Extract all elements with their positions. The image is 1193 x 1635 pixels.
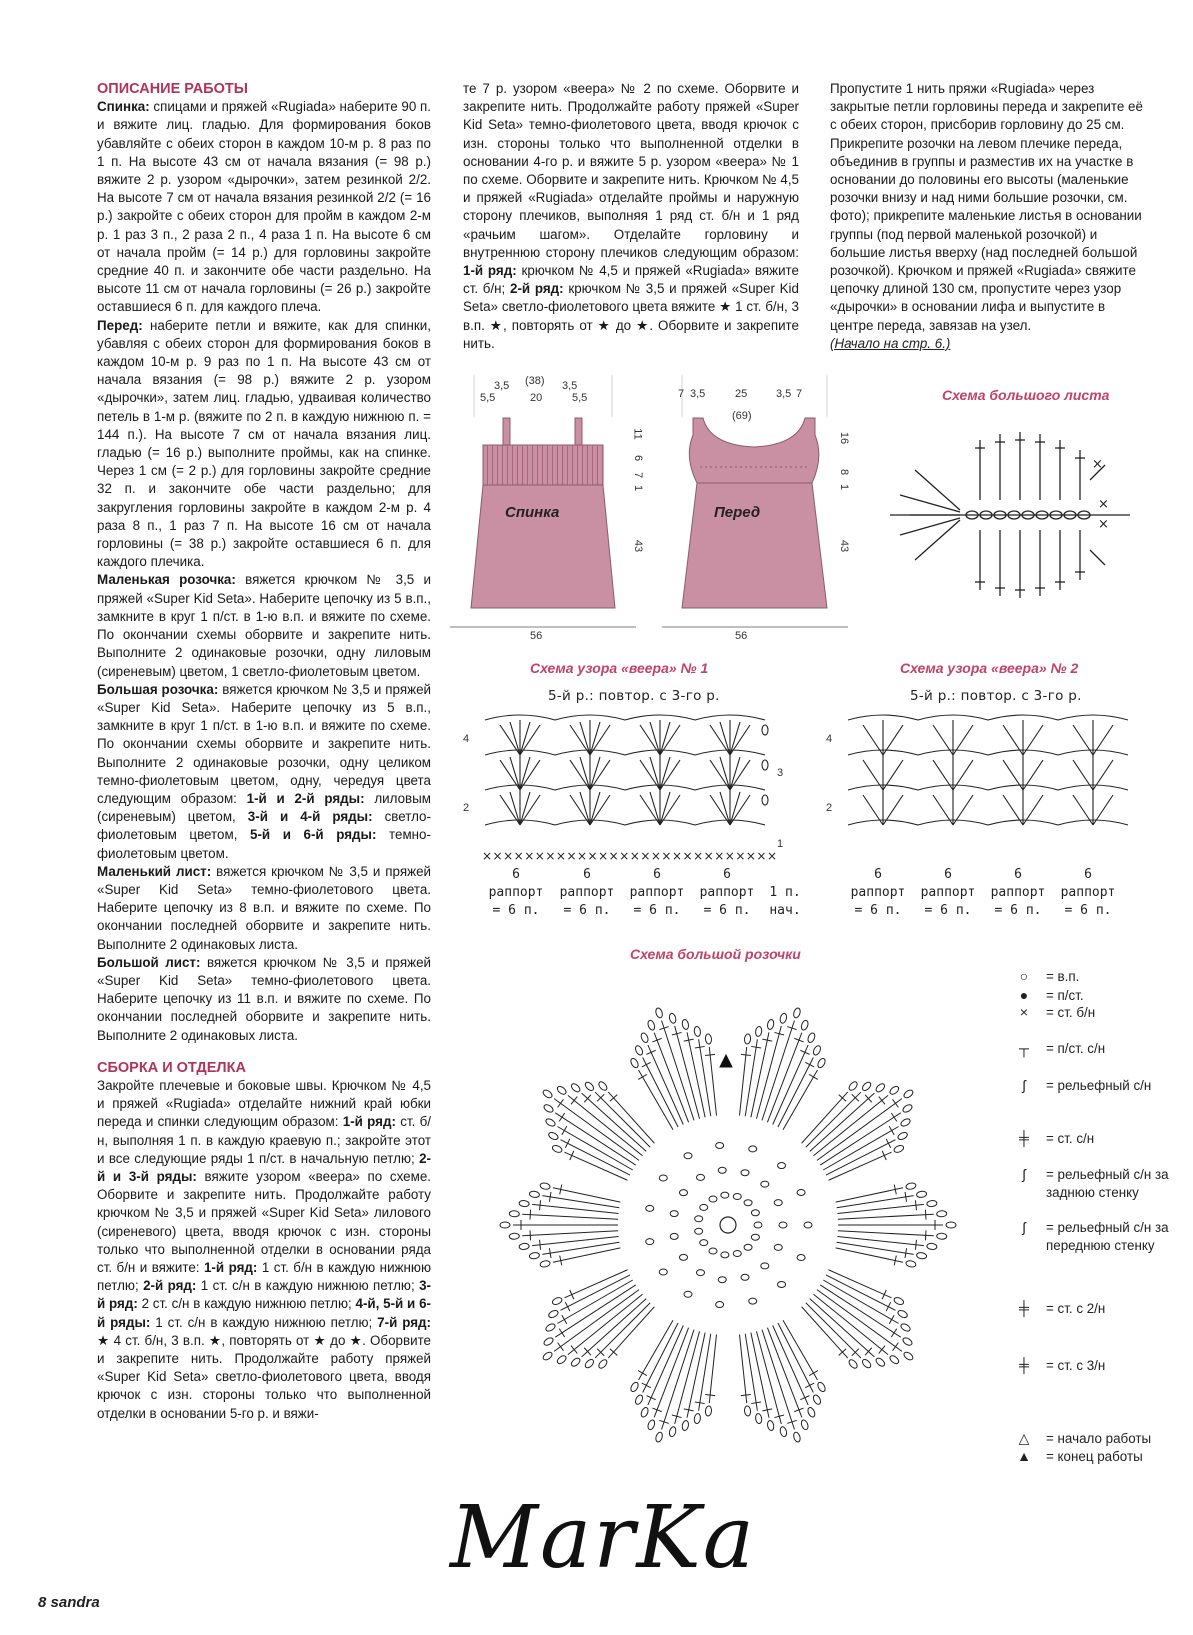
fan2-rapport-4: 6 раппорт = 6 п.: [1060, 867, 1116, 918]
front-dim-top-4: 3,5: [776, 388, 792, 400]
note-continued: (Начало на стр. 6.): [830, 335, 951, 351]
garment-back-label: Спинка: [505, 504, 560, 521]
legend-label-8: = ст. с 2/н: [1046, 1301, 1106, 1316]
front-dim-side-1: 16: [838, 431, 851, 445]
front-dim-side-2: 8: [838, 468, 851, 476]
legend-symbol-3: ┬: [1019, 1040, 1029, 1056]
legend-symbol-2: ×: [1019, 1004, 1029, 1020]
front-dim-side-3: 1: [838, 483, 851, 491]
fan2-title: Схема узора «веера» № 2: [900, 660, 1079, 676]
svg-text:×: ×: [1098, 497, 1109, 512]
legend-symbol-7: ʃ: [1022, 1219, 1026, 1235]
fan1-caption: 5-й р.: повтор. с 3-го р.: [548, 688, 720, 704]
column-3: [830, 80, 1160, 360]
para-back: Спинка: спицами и пряжей «Rugiada» наберите 90 п. и вяжите лиц. гладью. Для формирования боков убавляйте с обеих сторон в каждом 10-м р. 8 раз по 1 п. На высоте 43 см от начала вязания (= 98 р.) вяжите 2 р. узором «дырочки», затем резинкой 2/2. На высоте 7 см от начала вязания резинкой 2/2 (= 16 р.) закройте с обеих сторон для пройм в каждом 2-м р. 1 раз 3 п., 2 раза 2 п., 4 раза 1 п. На высоте 6 см от начала пройм (= 14 р.) для горловины закройте средние 40 п. и закончите обе части раздельно. На высоте 11 см от начала горловины (= 26 р.) закройте оставшиеся 6 п. для каждого плеча.: [97, 99, 431, 315]
fan1-rapport-4: 6 раппорт = 6 п.: [699, 867, 755, 918]
fan1-title: Схема узора «веера» № 1: [530, 660, 709, 676]
legend-label-0: = в.п.: [1046, 969, 1080, 984]
back-dim-side-2: 6: [632, 454, 645, 462]
front-dim-top-5: 7: [796, 388, 803, 400]
legend-symbol-6: ʃ: [1022, 1166, 1026, 1182]
para-small-leaf: Маленький лист: вяжется крючком № 3,5 и пряжей «Super Kid Seta» темно-фиолетового цвета. Наберите цепочку из 8 в.п. и вяжите по схеме. По окончании последней оборвите и закрепите нить. Выполните 2 одинаковых листа.: [97, 863, 431, 952]
legend-label-1: = п/ст.: [1046, 988, 1084, 1003]
para-big-rose: Большая розочка: вяжется крючком № 3,5 и пряжей «Super Kid Seta». Наберите цепочку из 5 в.п., замкните в круг 1 п/ст. в 1-ю в.п. и вяжите по схеме. По окончании схемы оборвите и закрепите нить. Выполните 2 одинаковые розочки, одну целиком темно-фиолетовым цветом, одну, чередуя цвета следующим образом: 1-й и 2-й ряды: лиловым (сиреневым) цветом, 3-й и 4-й ряды: светло-фиолетовым цветом, 5-й и 6-й ряды: темно-фиолетовым цветом.: [97, 681, 431, 861]
legend-label-5: = ст. с/н: [1046, 1131, 1095, 1146]
page-footer: 8 sandra: [38, 1594, 100, 1611]
legend-symbol-4: ʃ: [1022, 1077, 1026, 1093]
legend-symbol-5: ╪: [1019, 1130, 1029, 1146]
back-dim-side-1: 11: [631, 428, 644, 440]
fan1-chart: [480, 710, 780, 863]
back-dim-top-5: 3,5: [562, 380, 578, 392]
fan1-row-3: 3: [777, 767, 784, 779]
fan2-rapport-2: 6 раппорт = 6 п.: [920, 867, 976, 918]
legend-label-11: = конец работы: [1046, 1449, 1143, 1464]
fan1-row-2: 2: [463, 802, 470, 814]
fan2-row-4: 4: [826, 733, 833, 745]
back-dim-top-3: (38): [525, 375, 545, 387]
back-dim-top-1: 5,5: [480, 392, 496, 404]
front-dim-width: 56: [735, 630, 748, 642]
garment-front-label: Перед: [714, 504, 761, 521]
para-small-rose: Маленькая розочка: вяжется крючком № 3,5 и пряжей «Super Kid Seta». Наберите цепочку из 5 в.п., замкните в круг 1 п/ст. в 1-ю в.п. и вяжите по схеме. По окончании схемы оборвите и закрепите нить. Выполните 2 одинаковые розочки, одну лиловым (сиреневым) цветом, 1 светло-фиолетовым цветом.: [97, 572, 431, 679]
back-dim-side-5: 43: [632, 539, 645, 553]
big-rose-chart: [470, 975, 990, 1475]
legend-label-10: = начало работы: [1046, 1431, 1152, 1446]
big-rose-title: Схема большой розочки: [630, 946, 801, 962]
heading-assembly: СБОРКА И ОТДЕЛКА: [97, 1059, 246, 1076]
back-dim-width: 56: [530, 630, 543, 642]
legend-symbol-8: ╪: [1019, 1300, 1029, 1316]
svg-text:×: ×: [1098, 517, 1109, 532]
para-front: Перед: наберите петли и вяжите, как для спинки, убавляя с обеих сторон для формирования боков в каждом 10-м р. 9 раз по 1 п. На высоте 43 см от начала вязания (= 98 р.) вяжите 2 р. узором «дырочки», затем лиц. гладью, удваивая количество петель в 1-м р. (вяжите по 2 п. в каждую нижнюю п. = 144 п.). На высоте 7 см от начала вязания лиц. гладью (= 16 р.) выполните проймы, как на спинке. Через 1 см (= 2 р.) для горловины закройте средние 32 п. и закончите обе части раздельно; для закругления горловины закройте в каждом 2-м р. 4 раза 8 п., 1 раз 7 п. На высоте 16 см от начала горловины (= 38 р.) закройте оставшиеся 6 п. для каждого плечика.: [97, 317, 431, 570]
back-dim-side-3: 7: [632, 471, 645, 479]
para-col3: Пропустите 1 нить пряжи «Rugiada» через закрытые петли горловины переда и закрепите её с обеих сторон, присборив горловину до 25 см. Прикрепите розочки на левом плечике переда, объединив в группы и разместив их на участке в основании до половины его высоты (маленькие розочки внизу и над ними большие розочки, см. фото); прикрепите маленькие листья в основании группы (под первой маленькой розочкой) и большие листья вверху (над последней большой розочкой). Крючком и пряжей «Rugiada» свяжите цепочку длиной 130 см, пропустите через узор «дырочки» в основании лифа и выпустите в центре переда, завязав на узел.: [830, 81, 1143, 333]
fan1-rapport-2: 6 раппорт = 6 п.: [559, 867, 615, 918]
back-dim-top-2: 3,5: [494, 380, 510, 392]
fan2-rapport-3: 6 раппорт = 6 п.: [990, 867, 1046, 918]
column-1: [97, 80, 431, 1423]
fan1-rapport-3: 6 раппорт = 6 п.: [629, 867, 685, 918]
legend-symbol-9: ╪: [1019, 1357, 1029, 1373]
back-dim-side-4: 1: [632, 484, 645, 492]
fan2-caption: 5-й р.: повтор. с 3-го р.: [910, 688, 1082, 704]
legend-label-9: = ст. с 3/н: [1046, 1358, 1106, 1373]
legend-symbol-11: ▲: [1017, 1448, 1031, 1464]
legend-symbol-1: ●: [1019, 987, 1029, 1003]
legend-symbol-0: ○: [1019, 968, 1029, 984]
svg-text:××××××××××××××××××××××××××××: ××××××××××××××××××××××××××××: [482, 849, 778, 863]
legend-label-3: = п/ст. с/н: [1046, 1041, 1106, 1056]
fan2-row-2: 2: [826, 802, 833, 814]
fan2-rapport-1: 6 раппорт = 6 п.: [850, 867, 906, 918]
back-dim-top-6: 5,5: [572, 392, 588, 404]
para-big-leaf: Большой лист: вяжется крючком № 3,5 и пряжей «Super Kid Seta» темно-фиолетового цвета. Наберите цепочку из 11 в.п. и вяжите по схеме. По окончании последней оборвите и закрепите нить. Выполните 2 одинаковых листа.: [97, 954, 431, 1043]
front-dim-top-3: 25: [735, 388, 748, 400]
legend-label-4: = рельефный с/н: [1046, 1078, 1152, 1093]
front-dim-side-4: 43: [838, 539, 851, 553]
para-assembly: Закройте плечевые и боковые швы. Крючком № 4,5 и пряжей «Rugiada» отделайте нижний край юбки переда и спинки следующим образом: 1-й ряд: ст. б/н, выполняя 1 п. в каждую краевую п.; закройте этот и все следующие ряды 1 п/ст. в начальную петлю; 2-й и 3-й ряды: вяжите узором «веера» по схеме. Оборвите и закрепите нить. Продолжайте работу крючком № 3,5 и пряжей «Super Kid Seta» лилового (сиреневого) цвета, вводя крючок с изн. стороны только что выполненной отделки в основании ряда ст. б/н и вяжите: 1-й ряд: 1 ст. б/н в каждую нижнюю петлю; 2-й ряд: 1 ст. с/н в каждую нижнюю петлю; 3-й ряд: 2 ст. с/н в каждую нижнюю петлю; 4-й, 5-й и 6-й ряды: 1 ст. с/н в каждую нижнюю петлю; 7-й ряд: ★ 4 ст. б/н, 3 в.п. ★, повторять от ★ до ★. Оборвите и закрепите нить. Продолжайте работу пряжей «Super Kid Seta» светло-фиолетового цвета, вводя крючок с изн. стороны только что выполненной отделки в основании 5-го р. и вяжи-: [97, 1077, 431, 1421]
legend-label-7: = рельефный с/н за переднюю стенку: [1046, 1220, 1169, 1253]
legend-label-2: = ст. б/н: [1046, 1005, 1096, 1020]
fan1-row-4: 4: [463, 733, 470, 745]
front-dim-top-6: (69): [732, 410, 752, 422]
column-2: [463, 80, 799, 353]
fan1-start: 1 п. нач.: [769, 885, 801, 918]
fan2-chart: [843, 710, 1143, 860]
front-dim-top-2: 3,5: [690, 388, 706, 400]
back-dim-top-4: 20: [530, 392, 543, 404]
signature-watermark: MarKa: [450, 1488, 756, 1588]
fan1-row-1: 1: [777, 838, 784, 850]
big-leaf-title: Схема большого листа: [942, 387, 1110, 403]
heading-description: ОПИСАНИЕ РАБОТЫ: [97, 81, 248, 97]
fan1-rapport-1: 6 раппорт = 6 п.: [488, 867, 544, 918]
front-dim-top-1: 7: [678, 388, 685, 400]
big-leaf-chart: [880, 420, 1193, 610]
para-col2: те 7 р. узором «веера» № 2 по схеме. Оборвите и закрепите нить. Продолжайте работу пряжей «Super Kid Seta» темно-фиолетового цвета, вводя крючок с изн. стороны только что выполненной отделки в основании 4-го р. и вяжите 5 р. узором «веера» № 1 по схеме. Оборвите и закрепите нить. Крючком № 4,5 и пряжей «Rugiada» отделайте проймы и наружную сторону плечиков, выполняя 1 ряд ст. б/н и 1 ряд «рачьим шагом». Отделайте горловину и внутреннюю сторону плечиков следующим образом: 1-й ряд: крючком № 4,5 и пряжей «Rugiada» вяжите ст. б/н; 2-й ряд: крючком № 3,5 и пряжей «Super Kid Seta» светло-фиолетового цвета вяжите ★ 1 ст. б/н, 3 в.п. ★, повторять от ★ до ★. Оборвите и закрепите нить.: [463, 81, 799, 351]
legend-label-6: = рельефный с/н за заднюю стенку: [1046, 1167, 1169, 1200]
svg-text:×: ×: [1092, 457, 1103, 472]
legend-symbol-10: △: [1018, 1430, 1030, 1446]
